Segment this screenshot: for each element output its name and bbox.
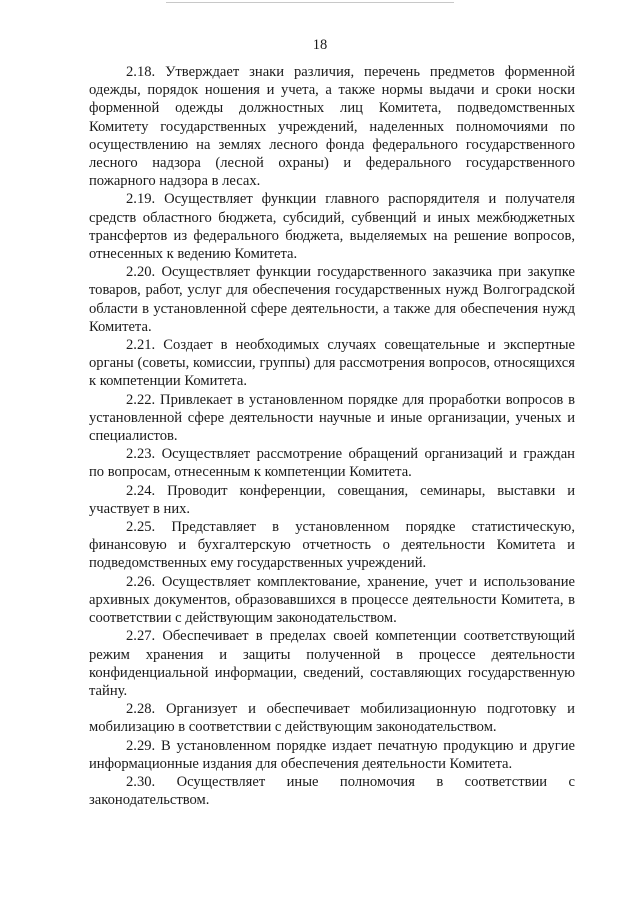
paragraph-number: 2.21. bbox=[126, 337, 156, 354]
paragraph-text: Осуществляет функции государственного заказчика при закупке товаров, работ, услуг для обеспечения государственных нужд Волгоградской области в установленной сфере деятельности, а также для обеспечения нужд Комитета. bbox=[89, 264, 575, 335]
paragraph-text: Проводит конференции, совещания, семинары, выставки и участвует в них. bbox=[89, 482, 576, 517]
document-body bbox=[89, 63, 575, 809]
paragraph-number: 2.23. bbox=[126, 446, 156, 463]
page-number: 18 bbox=[312, 37, 328, 53]
paragraph-number: 2.26. bbox=[126, 573, 156, 590]
paragraph-text: Осуществляет комплектование, хранение, учет и использование архивных документов, образовавшихся в процессе деятельности Комитета, в соответствии с действующим законодательством. bbox=[89, 573, 575, 627]
paragraph-2-22 bbox=[89, 391, 575, 446]
paragraph-2-19 bbox=[89, 190, 575, 263]
top-edge-rule bbox=[166, 2, 454, 3]
paragraph-text: Организует и обеспечивает мобилизационную подготовку и мобилизацию в соответствии с действующим законодательством. bbox=[89, 701, 575, 736]
paragraph-2-20 bbox=[89, 263, 575, 336]
paragraph-number: 2.20. bbox=[126, 264, 156, 281]
paragraph-2-24 bbox=[89, 482, 575, 518]
paragraph-number: 2.29. bbox=[126, 737, 156, 754]
paragraph-2-21 bbox=[89, 336, 575, 391]
paragraph-number: 2.19. bbox=[126, 191, 156, 208]
paragraph-number: 2.25. bbox=[126, 519, 156, 536]
paragraph-2-26 bbox=[89, 573, 575, 628]
paragraph-2-25 bbox=[89, 518, 575, 573]
paragraph-2-30 bbox=[89, 773, 575, 809]
paragraph-2-23 bbox=[89, 445, 575, 481]
paragraph-text: В установленном порядке издает печатную продукцию и другие информационные издания для обеспечения деятельности Комитета. bbox=[89, 737, 576, 772]
paragraph-number: 2.27. bbox=[126, 628, 156, 645]
paragraph-text: Создает в необходимых случаях совещательные и экспертные органы (советы, комиссии, группы) для рассмотрения вопросов, относящихся к компетенции Комитета. bbox=[89, 337, 575, 390]
paragraph-text: Обеспечивает в пределах своей компетенции соответствующий режим хранения и защиты полученной в процессе деятельности конфиденциальной информации, сведений, составляющих государственную тайну. bbox=[89, 628, 576, 699]
paragraph-number: 2.24. bbox=[126, 482, 156, 499]
paragraph-2-29 bbox=[89, 737, 575, 773]
paragraph-number: 2.18. bbox=[126, 64, 156, 80]
paragraph-text: Осуществляет иные полномочия в соответствии с законодательством. bbox=[89, 773, 575, 809]
paragraph-number: 2.30. bbox=[126, 773, 156, 790]
paragraph-text: Привлекает в установленном порядке для проработки вопросов в установленной сфере деятельности научные и иные организации, ученых и специалистов. bbox=[89, 391, 575, 445]
paragraph-2-28 bbox=[89, 700, 575, 736]
paragraph-text: Представляет в установленном порядке статистическую, финансовую и бухгалтерскую отчетность о деятельности Комитета и подведомственных ему государственных учреждений. bbox=[89, 519, 575, 572]
paragraph-2-18 bbox=[89, 63, 575, 190]
paragraph-number: 2.28. bbox=[126, 701, 156, 718]
paragraph-2-27 bbox=[89, 627, 575, 700]
paragraph-text: Осуществляет функции главного распорядителя и получателя средств областного бюджета, субсидий, субвенций и иных межбюджетных трансфертов из федерального бюджета, выделяемых на решение вопросов, отнесенных к ведению Комитета. bbox=[89, 191, 575, 263]
paragraph-text: Утверждает знаки различия, перечень предметов форменной одежды, порядок ношения и учета, а также нормы выдачи и сроки носки форменной одежды должностных лиц Комитета, подведомственных Комитету государственных учреждений, наделенных полномочиями по осуществлению на землях лесного фонда федерального государственного лесного надзора (лесной охраны) и федерального государственного пожарного надзора в лесах. bbox=[89, 64, 575, 190]
paragraph-text: Осуществляет рассмотрение обращений организаций и граждан по вопросам, отнесенным к компетенции Комитета. bbox=[89, 446, 575, 481]
paragraph-number: 2.22. bbox=[126, 391, 156, 408]
